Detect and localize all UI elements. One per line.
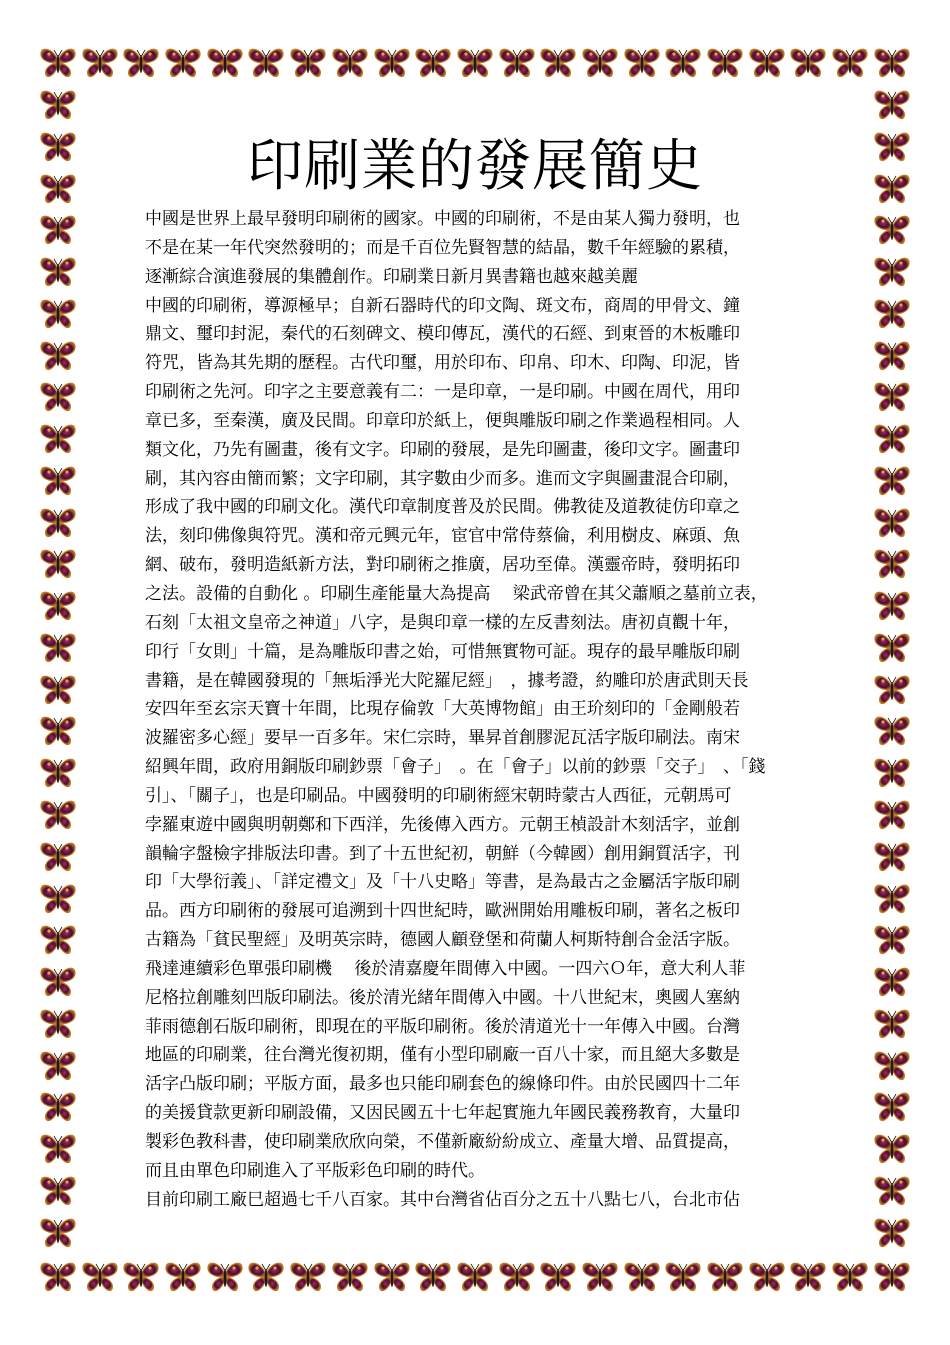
butterfly-icon: [121, 1256, 161, 1296]
butterfly-icon: [747, 1256, 787, 1296]
butterfly-icon: [38, 752, 78, 792]
butterfly-icon: [872, 42, 912, 82]
butterfly-icon: [872, 585, 912, 625]
butterfly-icon: [246, 1256, 286, 1296]
butterfly-icon: [288, 42, 328, 82]
butterfly-icon: [705, 1256, 745, 1296]
butterfly-icon: [872, 1128, 912, 1168]
butterfly-border-left: [38, 84, 78, 1252]
butterfly-icon: [163, 42, 203, 82]
butterfly-icon: [872, 251, 912, 291]
butterfly-icon: [330, 42, 370, 82]
butterfly-icon: [538, 1256, 578, 1296]
butterfly-icon: [205, 1256, 245, 1296]
text-line: 形成了我中國的印刷文化。漢代印章制度普及於民間。佛教徒及道教徒仿印章之: [145, 497, 740, 518]
butterfly-icon: [372, 42, 412, 82]
text-line: 刷，其內容由簡而繁；文字印刷，其字數由少而多。進而文字與圖畫混合印刷，: [145, 468, 740, 489]
butterfly-icon: [80, 1256, 120, 1296]
butterfly-icon: [872, 669, 912, 709]
text-line: 逐漸綜合演進發展的集體創作。印刷業日新月異書籍也越來越美麗: [145, 266, 638, 287]
butterfly-icon: [872, 1086, 912, 1126]
text-line: 中國的印刷術，導源極早；自新石器時代的印文陶、斑文布，商周的甲骨文、鐘: [145, 295, 740, 316]
text-line: 而且由單色印刷進入了平版彩色印刷的時代。: [145, 1160, 485, 1181]
butterfly-icon: [38, 627, 78, 667]
butterfly-icon: [455, 1256, 495, 1296]
butterfly-icon: [872, 376, 912, 416]
butterfly-icon: [872, 418, 912, 458]
butterfly-icon: [580, 1256, 620, 1296]
text-line: 地區的印刷業，往台灣光復初期，僅有小型印刷廠一百八十家，而且絕大多數是: [145, 1045, 740, 1066]
text-line: 的美援貸款更新印刷設備，又因民國五十七年起實施九年國民義務教育，大量印: [145, 1103, 740, 1124]
butterfly-icon: [80, 42, 120, 82]
butterfly-icon: [38, 1128, 78, 1168]
butterfly-icon: [705, 42, 745, 82]
butterfly-icon: [872, 1170, 912, 1210]
butterfly-icon: [38, 961, 78, 1001]
butterfly-border-right: [872, 84, 912, 1252]
butterfly-icon: [38, 710, 78, 750]
butterfly-icon: [38, 1170, 78, 1210]
butterfly-icon: [38, 836, 78, 876]
document-body: [145, 205, 825, 1215]
butterfly-icon: [38, 335, 78, 375]
butterfly-border-top: [38, 42, 912, 82]
butterfly-icon: [246, 42, 286, 82]
butterfly-icon: [872, 710, 912, 750]
butterfly-icon: [872, 335, 912, 375]
butterfly-icon: [872, 752, 912, 792]
butterfly-icon: [38, 293, 78, 333]
butterfly-icon: [121, 42, 161, 82]
butterfly-icon: [872, 1256, 912, 1296]
butterfly-icon: [38, 1256, 78, 1296]
butterfly-icon: [788, 42, 828, 82]
butterfly-icon: [872, 794, 912, 834]
text-line: 石刻「太祖文皇帝之神道」八字，是與印章一樣的左反書刻法。唐初貞觀十年，: [145, 612, 740, 633]
text-line: 中國是世界上最早發明印刷術的國家。中國的印刷術，不是由某人獨力發明，也: [145, 209, 740, 229]
text-line: 法，刻印佛像與符咒。漢和帝元興元年，宦官中常侍蔡倫，利用樹皮、麻頭、魚: [145, 526, 740, 547]
text-line: 尼格拉創雕刻凹版印刷法。後於清光緒年間傳入中國。十八世紀末，奧國人塞納: [145, 987, 740, 1008]
butterfly-icon: [163, 1256, 203, 1296]
butterfly-icon: [413, 42, 453, 82]
butterfly-icon: [663, 42, 703, 82]
butterfly-icon: [872, 627, 912, 667]
butterfly-icon: [872, 919, 912, 959]
butterfly-icon: [747, 42, 787, 82]
butterfly-icon: [830, 1256, 870, 1296]
text-line: 網、破布，發明造紙新方法，對印刷術之推廣，居功至偉。漢靈帝時，發明拓印: [145, 555, 740, 576]
text-line: 印「大學衍義」、「詳定禮文」及「十八史略」等書，是為最古之金屬活字版印刷: [145, 872, 740, 893]
butterfly-icon: [38, 543, 78, 583]
butterfly-icon: [872, 1003, 912, 1043]
text-line: 符咒，皆為其先期的歷程。古代印璽，用於印布、印帛、印木、印陶、印泥，皆: [145, 353, 740, 374]
text-line: 印行「女則」十篇，是為雕版印書之始，可惜無實物可証。現存的最早雕版印刷: [145, 641, 740, 662]
butterfly-icon: [872, 293, 912, 333]
butterfly-icon: [330, 1256, 370, 1296]
text-line: 書籍，是在韓國發現的「無垢淨光大陀羅尼經」 ，據考證，約雕印於唐武則天長: [145, 670, 749, 691]
text-line: 品。西方印刷術的發展可追溯到十四世紀時，歐洲開始用雕板印刷，著名之板印: [145, 901, 740, 922]
butterfly-icon: [872, 961, 912, 1001]
butterfly-icon: [372, 1256, 412, 1296]
butterfly-icon: [38, 878, 78, 918]
butterfly-icon: [38, 585, 78, 625]
page-title: 印刷業的發展簡史: [247, 134, 703, 199]
text-line: 章已多，至秦漢，廣及民間。印章印於紙上，便與雕版印刷之作業過程相同。人: [145, 410, 740, 431]
butterfly-icon: [622, 1256, 662, 1296]
butterfly-icon: [872, 209, 912, 249]
butterfly-icon: [872, 836, 912, 876]
text-line: 印刷術之先河。印字之主要意義有二：一是印章，一是印刷。中國在周代，用印: [145, 382, 740, 403]
butterfly-icon: [38, 669, 78, 709]
butterfly-icon: [580, 42, 620, 82]
butterfly-icon: [38, 209, 78, 249]
text-line: 波羅密多心經」要早一百多年。宋仁宗時，畢昇首創膠泥瓦活字版印刷法。南宋: [145, 728, 740, 749]
text-line: 安四年至玄宗天寶十年間，比現存倫敦「大英博物館」由王玠刻印的「金剛般若: [145, 699, 740, 720]
text-line: 不是在某一年代突然發明的；而是千百位先賢智慧的結晶，數千年經驗的累積，: [145, 237, 740, 258]
butterfly-icon: [872, 543, 912, 583]
text-line: 鼎文、璽印封泥，秦代的石刻碑文、模印傳瓦，漢代的石經、到東晉的木板雕印: [145, 324, 740, 345]
butterfly-icon: [38, 460, 78, 500]
butterfly-icon: [38, 84, 78, 124]
butterfly-icon: [38, 418, 78, 458]
butterfly-icon: [38, 1003, 78, 1043]
butterfly-icon: [788, 1256, 828, 1296]
text-line: 韻輪字盤檢字排版法印書。到了十五世紀初，朝鮮（今韓國）創用銅質活字，刊: [145, 843, 740, 864]
butterfly-icon: [872, 878, 912, 918]
text-line: 孛羅東遊中國與明朝鄭和下西洋，先後傳入西方。元朝王楨設計木刻活字，並創: [145, 814, 740, 835]
butterfly-icon: [872, 84, 912, 124]
butterfly-icon: [38, 251, 78, 291]
butterfly-icon: [38, 794, 78, 834]
butterfly-icon: [38, 42, 78, 82]
text-line: 之法。設備的自動化 。印刷生產能量大為提高 梁武帝曾在其父蕭順之墓前立表，: [145, 583, 768, 604]
text-line: 類文化，乃先有圖畫，後有文字。印刷的發展，是先印圖畫，後印文字。圖畫印: [145, 439, 740, 460]
butterfly-icon: [830, 42, 870, 82]
butterfly-icon: [38, 1045, 78, 1085]
text-line: 古籍為「貧民聖經」及明英宗時，德國人顧登堡和荷蘭人柯斯特創合金活字版。: [145, 930, 740, 951]
butterfly-border-bottom: [38, 1256, 912, 1296]
butterfly-icon: [38, 919, 78, 959]
text-line: 製彩色教科書，使印刷業欣欣向榮，不僅新廠紛紛成立、產量大增、品質提高，: [145, 1132, 740, 1152]
butterfly-icon: [413, 1256, 453, 1296]
text-line: 飛達連續彩色單張印刷機 後於清嘉慶年間傳入中國。一四六Ｏ年，意大利人菲: [145, 958, 746, 979]
butterfly-icon: [872, 502, 912, 542]
butterfly-icon: [38, 1212, 78, 1252]
butterfly-icon: [288, 1256, 328, 1296]
butterfly-icon: [38, 502, 78, 542]
butterfly-icon: [455, 42, 495, 82]
text-line: 引」、「關子」，也是印刷品。中國發明的印刷術經宋朝時蒙古人西征，元朝馬可: [145, 785, 732, 806]
butterfly-icon: [38, 1086, 78, 1126]
butterfly-icon: [38, 376, 78, 416]
text-line: 活字凸版印刷；平版方面，最多也只能印刷套色的線條印件。由於民國四十二年: [145, 1074, 740, 1095]
butterfly-icon: [872, 1212, 912, 1252]
butterfly-icon: [872, 460, 912, 500]
butterfly-icon: [205, 42, 245, 82]
butterfly-icon: [538, 42, 578, 82]
text-line: 紹興年間，政府用銅版印刷鈔票「會子」 。在「會子」以前的鈔票「交子」 、「錢: [145, 757, 766, 778]
butterfly-icon: [497, 1256, 537, 1296]
butterfly-icon: [622, 42, 662, 82]
butterfly-icon: [872, 1045, 912, 1085]
text-line: 菲雨德創石版印刷術，即現在的平版印刷術。後於清道光十一年傳入中國。台灣: [145, 1016, 740, 1037]
butterfly-icon: [663, 1256, 703, 1296]
text-line: 目前印刷工廠巳超過七千八百家。其中台灣省佔百分之五十八點七八，台北市佔: [145, 1189, 740, 1210]
butterfly-icon: [497, 42, 537, 82]
